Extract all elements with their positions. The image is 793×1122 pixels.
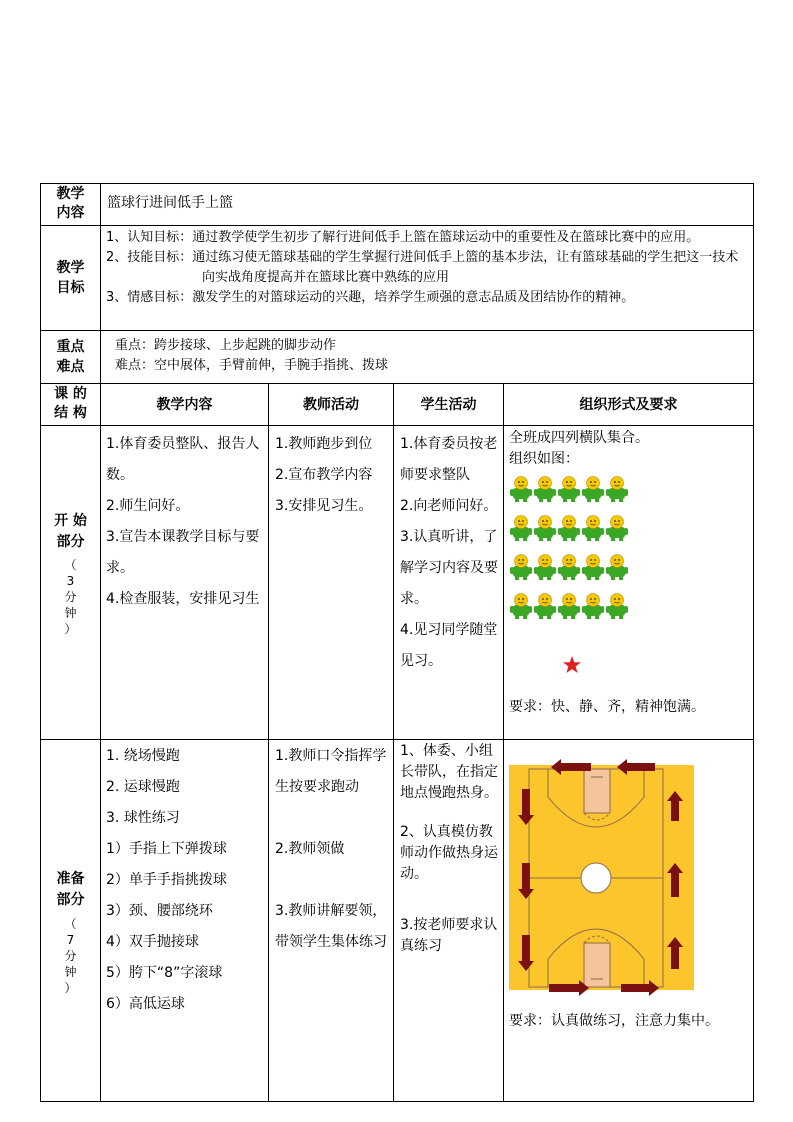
header-structure: 课 的 结 构: [54, 386, 87, 421]
start-content: [106, 429, 266, 615]
prep-content-item: 1）手指上下弹拨球: [106, 841, 227, 857]
start-teacher: [275, 429, 389, 522]
label-key-points: 重点 难点: [56, 339, 85, 375]
student-figure-icon: [558, 515, 580, 541]
key-points: [115, 336, 745, 376]
prep-teacher-item: 3.教师讲解要领，带领学生集体练习: [275, 903, 387, 950]
prep-student-item: 3.按老师要求认真练习: [400, 917, 498, 954]
prep-student-item: 1、体委、小组长带队，在指定地点慢跑热身。: [400, 743, 498, 801]
student-figure-icon: [510, 476, 532, 502]
label-teaching-content: 教学 内容: [56, 186, 85, 221]
student-figure-icon: [534, 593, 556, 619]
start-org-intro: 全班成四列横队集合。: [509, 430, 649, 446]
header-teacher: 教师活动: [303, 397, 359, 413]
prep-content-item: 2. 运球慢跑: [106, 779, 180, 795]
prep-content-item: 6）高低运球: [106, 996, 185, 1012]
start-content-item: 4.检查服装，安排见习生: [106, 591, 260, 607]
student-figure-icon: [558, 476, 580, 502]
prep-content-item: 3）颈、腰部绕环: [106, 903, 213, 919]
objective-emotional: 3、情感目标：激发学生的对篮球运动的兴趣，培养学生顽强的意志品质及团结协作的精神。: [106, 290, 635, 305]
start-student: [400, 429, 499, 677]
start-content-item: 3.宣告本课教学目标与要求。: [106, 529, 260, 576]
student-figure-icon: [606, 593, 628, 619]
teaching-content-text: 篮球行进间低手上篮: [107, 195, 233, 211]
student-figure-icon: [582, 593, 604, 619]
objective-cognitive: 1、认知目标：通过教学使学生初步了解行进间低手上篮在篮球运动中的重要性及在篮球比赛中的应用。: [106, 230, 700, 245]
student-figure-icon: [558, 554, 580, 580]
prep-section-duration: （ 7 分 钟 ）: [64, 917, 77, 995]
header-student: 学生活动: [420, 397, 477, 413]
student-figure-icon: [606, 554, 628, 580]
basketball-court-icon: [509, 757, 695, 1000]
student-figure-icon: [606, 476, 628, 502]
student-figure-icon: [582, 554, 604, 580]
start-student-item: 4.见习同学随堂见习。: [400, 622, 498, 669]
start-teacher-item: 3.安排见习生。: [275, 498, 373, 514]
student-formation: [510, 476, 750, 626]
prep-requirement: 要求：认真做练习，注意力集中。: [509, 1013, 719, 1029]
start-requirement: 要求：快、静、齐，精神饱满。: [509, 699, 705, 715]
header-organization: 组织形式及要求: [579, 397, 678, 413]
start-section-duration: （ 3 分 钟 ）: [64, 558, 77, 636]
prep-content-item: 2）单手手指挑拨球: [106, 872, 227, 888]
student-figure-icon: [510, 593, 532, 619]
label-objectives: 教学 目标: [56, 260, 85, 296]
start-student-item: 3.认真听讲，了解学习内容及要求。: [400, 529, 498, 607]
start-org-sub: 组织如图：: [509, 451, 579, 467]
objectives-list: [106, 228, 751, 308]
start-section-name: 开 始 部分: [54, 513, 87, 550]
prep-content-item: 4）双手抛接球: [106, 934, 199, 950]
prep-teacher-item: 1.教师口令指挥学生按要求跑动: [275, 748, 387, 795]
prep-content-item: 1. 绕场慢跑: [106, 748, 180, 764]
prep-teacher: [275, 741, 389, 958]
prep-teacher-item: [275, 865, 389, 896]
prep-content: [106, 741, 266, 1020]
prep-student: [400, 741, 499, 957]
student-figure-icon: [510, 515, 532, 541]
prep-student-item: 2、认真模仿教师动作做热身运动。: [400, 824, 498, 882]
objective-skill: 2、技能目标：通过练习使无篮球基础的学生掌握行进间低手上篮的基本步法，让有篮球基础的学生把这一技术向实战角度提高并在篮球比赛中熟练的应用: [106, 250, 739, 285]
student-figure-icon: [558, 593, 580, 619]
prep-teacher-item: [275, 803, 389, 834]
student-figure-icon: [582, 515, 604, 541]
start-teacher-item: 1.教师跑步到位: [275, 436, 373, 452]
student-figure-icon: [582, 476, 604, 502]
start-student-item: 2.向老师问好。: [400, 498, 498, 514]
difficult-point-text: 难点：空中展体，手臂前伸，手腕手指挑、拨球: [115, 358, 389, 373]
key-point-text: 重点：跨步接球、上步起跳的脚步动作: [115, 338, 337, 353]
start-student-item: 1.体育委员按老师要求整队: [400, 436, 498, 483]
start-content-item: 2.师生问好。: [106, 498, 190, 514]
prep-content-item: 5）胯下“8”字滚球: [106, 965, 223, 981]
teacher-star-icon: [563, 656, 581, 674]
student-figure-icon: [510, 554, 532, 580]
student-figure-icon: [534, 476, 556, 502]
start-content-item: 1.体育委员整队、报告人数。: [106, 436, 260, 483]
start-teacher-item: 2.宣布教学内容: [275, 467, 373, 483]
prep-teacher-item: 2.教师领做: [275, 841, 345, 857]
student-figure-icon: [534, 554, 556, 580]
student-figure-icon: [534, 515, 556, 541]
header-content: 教学内容: [156, 397, 213, 413]
prep-content-item: 3. 球性练习: [106, 810, 180, 826]
student-figure-icon: [606, 515, 628, 541]
prep-section-name: 准备 部分: [56, 871, 85, 908]
